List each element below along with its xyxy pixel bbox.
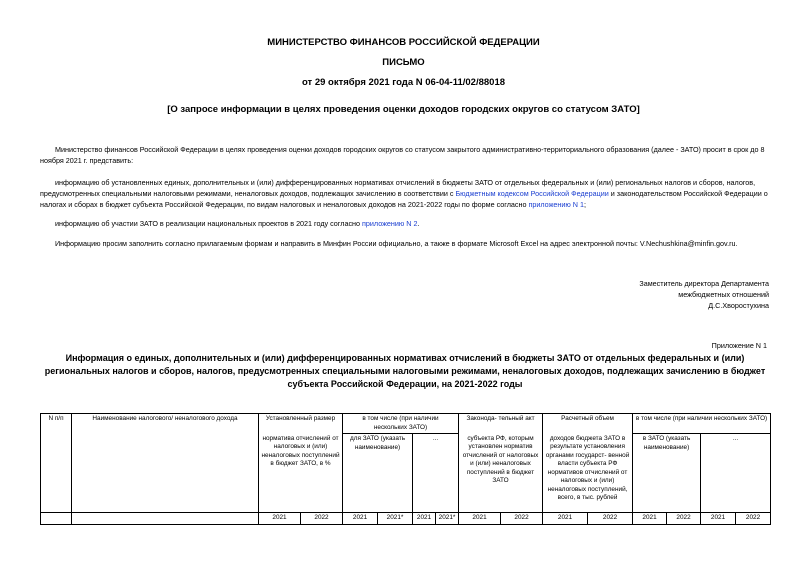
paragraph-norms-text-c: ; xyxy=(583,200,586,209)
header-law-top: Законода- тельный акт xyxy=(459,414,543,434)
signature-name: Д.С.Хворостухина xyxy=(708,301,769,310)
header-norm-top: Установленный размер xyxy=(259,414,343,434)
year-cell-empty xyxy=(72,513,259,525)
paragraph-submit-text: Информацию просим заполнить согласно прилагаемым формам и направить в Минфин России официально, а также в формате Microsoft Excel на адрес электронной почты: V.Nechushkina@minfin.gov.ru. xyxy=(55,239,738,248)
year-cell: 2021 xyxy=(259,513,301,525)
signature-department: межбюджетных отношений xyxy=(678,290,769,299)
header-law-sub: субъекта РФ, которым установлен норматив отчислений от налоговых и (или) неналоговых поступлений в бюджет ЗАТО xyxy=(459,434,543,513)
year-cell: 2021* xyxy=(378,513,413,525)
header-num: N п/п xyxy=(41,414,72,513)
header-incl2: в том числе (при наличии нескольких ЗАТО) xyxy=(633,414,771,434)
year-cell: 2021 xyxy=(633,513,667,525)
header-incl2-zato: в ЗАТО (указать наименование) xyxy=(633,434,701,513)
appendix-1-link[interactable]: приложению N 1 xyxy=(528,200,584,209)
table-header-row-1 xyxy=(41,414,771,434)
year-cell: 2022 xyxy=(588,513,633,525)
doc-date-number: от 29 октября 2021 года N 06-04-11/02/88018 xyxy=(301,77,506,88)
doc-type: ПИСЬМО xyxy=(382,57,425,68)
year-cell: 2022 xyxy=(667,513,701,525)
paragraph-norms-text-a: информацию об установленных единых, дополнительных и (или) дифференцированных нормативах отчислений в бюджеты ЗАТО от отдельных федеральных и (или) региональных налогов и сборов, налогов, предусмотренных специальными налоговыми режимами, неналоговых доходов, подлежащих зачислению в соответствии с xyxy=(40,178,756,198)
appendix-label: Приложение N 1 xyxy=(711,341,767,350)
paragraph-intro xyxy=(40,144,770,166)
paragraph-norms xyxy=(40,177,770,210)
appendix-2-link[interactable]: приложению N 2 xyxy=(362,219,418,228)
header-incl2-more: ... xyxy=(701,434,771,513)
year-cell: 2022 xyxy=(501,513,543,525)
year-cell: 2021 xyxy=(413,513,436,525)
budget-code-link[interactable]: Бюджетным кодексом Российской Федерации xyxy=(455,189,609,198)
header-incl1-zato: для ЗАТО (указать наименование) xyxy=(343,434,413,513)
paragraph-projects-text-a: информацию об участии ЗАТО в реализации национальных проектов в 2021 году согласно xyxy=(55,219,361,228)
appendix-title: Информация о единых, дополнительных и (или) дифференцированных нормативах отчислений в бюджеты ЗАТО от отдельных федеральных и (или) региональных налогов и сборов, налогов, предусмотренных специальными налоговыми режимами, неналоговых доходов, подлежащих зачислению в бюджет субъекта Российской Федерации, на 2021-2022 годы xyxy=(44,353,766,389)
paragraph-projects-text-b: . xyxy=(417,219,420,228)
year-cell: 2021 xyxy=(343,513,378,525)
paragraph-projects xyxy=(40,218,770,229)
paragraph-intro-text: Министерство финансов Российской Федерации в целях проведения оценки доходов городских округов со статусом закрытого административно-территориального образования (далее - ЗАТО) просит в срок до 8 ноября 2021 г. представить: xyxy=(40,145,765,165)
doc-subject: [О запросе информации в целях проведения оценки доходов городских округов со статусом ЗАТО] xyxy=(167,104,640,115)
header-name: Наименование налогового/ неналогового дохода xyxy=(72,414,259,513)
header-norm-sub: норматива отчислений от налоговых и (или) неналоговых поступлений в бюджет ЗАТО, в % xyxy=(259,434,343,513)
year-cell: 2022 xyxy=(301,513,343,525)
ministry-title: МИНИСТЕРСТВО ФИНАНСОВ РОССИЙСКОЙ ФЕДЕРАЦИИ xyxy=(267,37,540,48)
paragraph-norms-text-b: и законодательством Российской Федерации о налогах и сборах в бюджет субъекта Российской Федерации, по видам налоговых и неналоговых доходов на 2021-2022 годы по форме согласно xyxy=(40,189,768,209)
header-incl1: в том числе (при наличии нескольких ЗАТО) xyxy=(343,414,459,434)
table-years-row xyxy=(41,513,771,525)
year-cell: 2021 xyxy=(701,513,736,525)
header-calc-top: Расчетный объем xyxy=(543,414,633,434)
paragraph-submit xyxy=(40,238,770,249)
header-incl1-more: ... xyxy=(413,434,459,513)
year-cell: 2022 xyxy=(736,513,771,525)
year-cell: 2021* xyxy=(436,513,459,525)
header-calc-sub: доходов бюджета ЗАТО в результате установления органами государст- венной власти субъекта РФ нормативов отчислений от налоговых и (или) неналоговых поступлений, всего, в тыс. рублей xyxy=(543,434,633,513)
signature-position: Заместитель директора Департамента xyxy=(639,279,769,288)
year-cell-empty xyxy=(41,513,72,525)
year-cell: 2021 xyxy=(543,513,588,525)
year-cell: 2021 xyxy=(459,513,501,525)
norms-table xyxy=(40,413,771,525)
